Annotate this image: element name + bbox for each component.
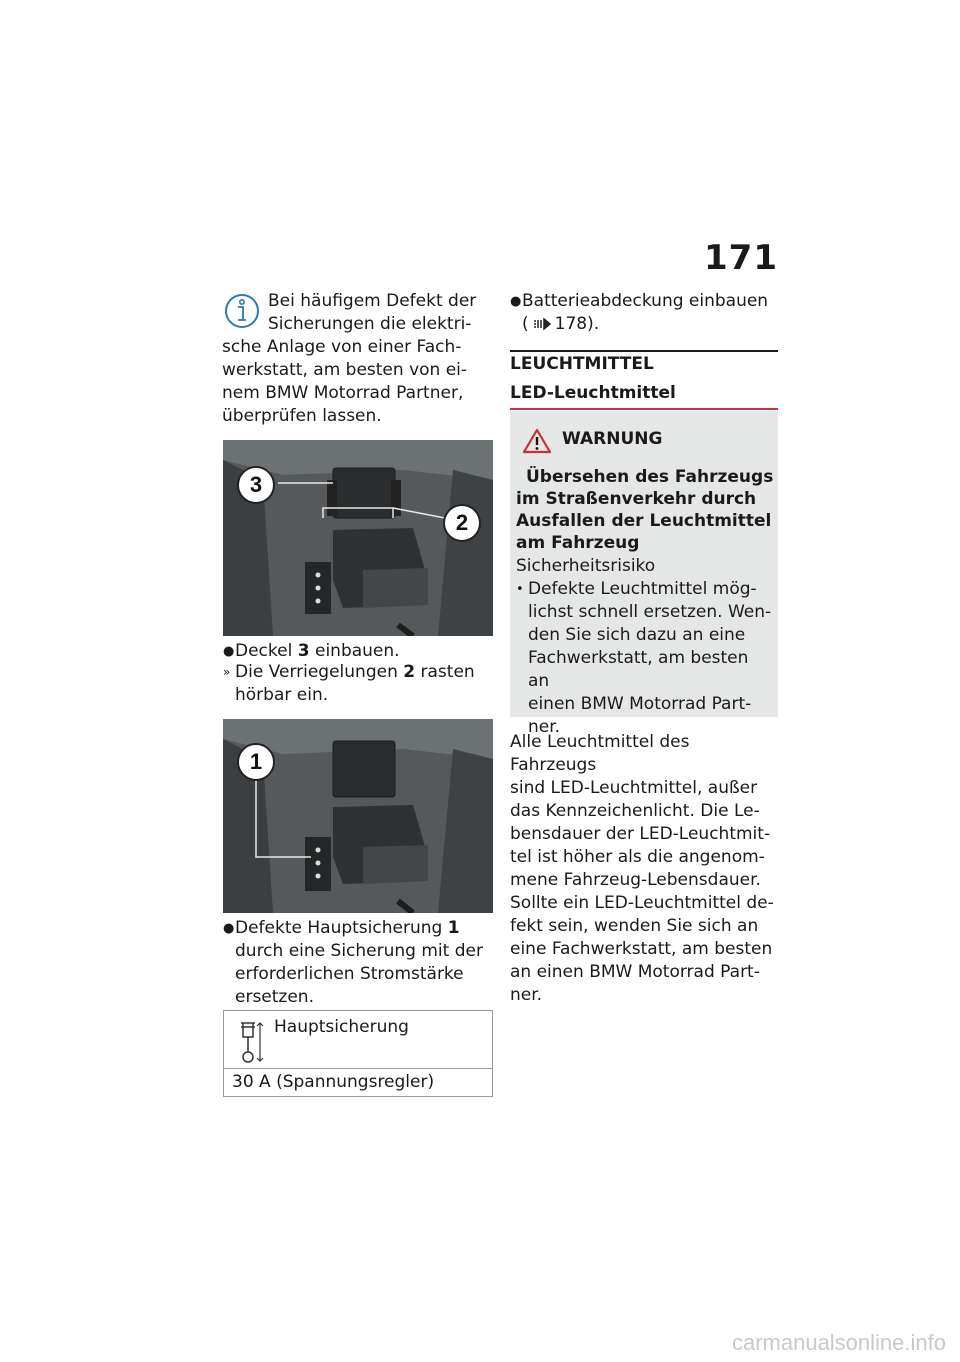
bullet-icon: ● xyxy=(510,294,522,309)
note-line: nem BMW Motorrad Partner, xyxy=(222,383,464,403)
page-number: 171 xyxy=(704,238,778,278)
warning-heading-line: am Fahrzeug xyxy=(516,533,640,553)
warning-risk: Sicherheitsrisiko xyxy=(516,556,656,576)
step-text-post: einbauen. xyxy=(314,641,400,661)
warning-heading xyxy=(516,466,776,554)
warning-divider xyxy=(510,408,778,410)
step-text-post: durch eine Sicherung mit der erforderlichen Stromstärke ersetzen. xyxy=(235,941,483,1007)
bullet-icon: ● xyxy=(223,644,235,659)
warning-heading-line: Ausfallen der Leuchtmittel xyxy=(516,511,772,531)
note-line: Bei häufigem Defekt der xyxy=(268,291,477,311)
spec-table-header xyxy=(224,1011,492,1069)
callout-2: 2 xyxy=(443,504,481,542)
instruction-step xyxy=(223,640,493,663)
reference-number: 2 xyxy=(403,662,416,682)
result-text xyxy=(235,661,475,707)
section-divider xyxy=(510,350,778,352)
bullet-icon: • xyxy=(516,582,524,597)
note-line: überprüfen lassen. xyxy=(222,406,382,426)
result-arrow-icon: » xyxy=(223,665,231,679)
warning-triangle-icon xyxy=(522,428,552,454)
reference-number: 3 xyxy=(297,641,310,661)
warning-bullet xyxy=(516,578,774,739)
bullet-icon: ● xyxy=(223,921,235,936)
result-text-pre: Die Verriegelungen xyxy=(235,662,398,682)
info-note xyxy=(222,290,492,428)
warning-bullet-text: Defekte Leuchtmittel mög- lichst schnell ersetzen. Wen- den Sie sich dazu an eine Fachwerkstatt, am besten an einen BMW Motorrad Part- ner. xyxy=(528,579,772,737)
note-line: werkstatt, am besten von ei- xyxy=(222,360,468,380)
page-reference-arrow-icon xyxy=(533,318,551,330)
warning-heading-line: im Straßenverkehr durch xyxy=(516,489,757,509)
page-reference-link[interactable]: 178). xyxy=(554,314,600,334)
watermark: carmanualsonline.info xyxy=(731,1330,946,1355)
note-line: sche Anlage von einer Fach- xyxy=(222,337,462,357)
spec-label: Hauptsicherung xyxy=(274,1017,409,1037)
body-paragraph: Alle Leuchtmittel des Fahrzeugs sind LED-Leuchtmittel, außer das Kennzeichenlicht. Die Le- bensdauer der LED-Leuchtmit- tel ist höher als die angenom- mene Fahrzeug-Lebensdauer. Sollte ein LED-Leuchtmittel de- fekt sein, wenden Sie sich an eine Fachwerkstatt, am besten an einen BMW Motorrad Part- ner. xyxy=(510,732,774,1005)
reference-number: 1 xyxy=(447,918,460,938)
callout-3: 3 xyxy=(237,466,275,504)
instruction-step xyxy=(223,917,493,1009)
warning-heading-line: Übersehen des Fahrzeugs xyxy=(526,467,774,487)
fuse-icon xyxy=(238,1019,264,1065)
reference-paren: ( xyxy=(522,314,529,334)
step-text-pre: Defekte Hauptsicherung xyxy=(235,918,443,938)
section-title: LEUCHTMITTEL xyxy=(510,354,654,374)
callout-1: 1 xyxy=(237,743,275,781)
note-line: Sicherungen die elektri- xyxy=(268,314,472,334)
fuse-box-photo-cover xyxy=(223,440,493,636)
result-step xyxy=(223,661,493,707)
warning-title: WARNUNG xyxy=(562,429,663,449)
step-text-pre: Deckel xyxy=(235,641,293,661)
result-text-post: rasten hörbar ein. xyxy=(235,662,475,705)
step-text-main: Batterieabdeckung einbauen xyxy=(522,291,769,311)
spec-value: 30 A (Spannungsregler) xyxy=(232,1072,435,1092)
step-text xyxy=(235,640,400,663)
instruction-step xyxy=(510,290,780,336)
step-text xyxy=(522,290,768,336)
spec-table xyxy=(223,1010,493,1097)
step-text xyxy=(235,917,493,1009)
fuse-box-photo-main-fuse xyxy=(223,719,493,913)
subsection-title: LED-Leuchtmittel xyxy=(510,383,676,403)
